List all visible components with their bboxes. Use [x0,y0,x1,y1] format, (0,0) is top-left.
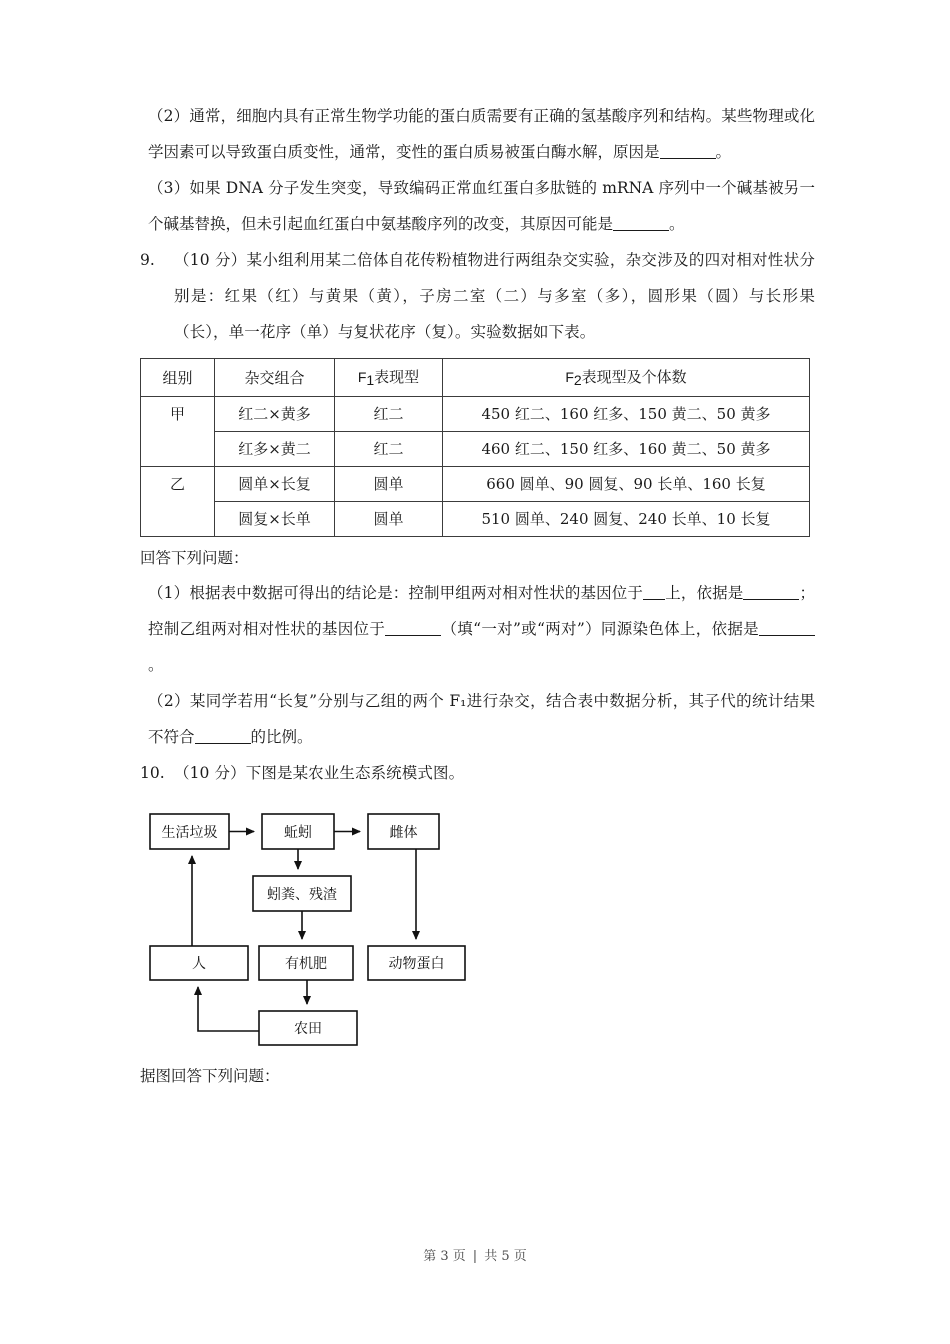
group-name-jia: 甲 [141,397,215,467]
f1-phenotype: 圆单 [335,467,443,502]
node-female-body-label: 雌体 [389,825,418,841]
question10 [140,755,815,791]
table-header-row [141,359,810,397]
f2-phenotype-counts: 660 圆单、90 圆复、90 长单、160 长复 [443,467,810,502]
question10-stem: 下图是某农业生态系统模式图。 [245,764,465,782]
answer-blank[interactable] [660,158,716,159]
question9-part1-seg5: 。 [148,656,164,674]
question10-body [174,755,815,791]
question9-part2 [140,683,815,755]
table-row [141,397,810,432]
f1-subscript: 1 [366,372,375,388]
question8-part3-text: 如果 DNA 分子发生突变，导致编码正常血红蛋白多肽链的 mRNA 序列中一个碱基被另一个碱基替换，但未引起血红蛋白中氨基酸序列的改变，其原因可能是 [148,179,815,233]
table-header-group: 组别 [141,359,215,397]
f1-phenotype: 红二 [335,432,443,467]
question9-part1-marker: （1） [148,584,190,602]
f2-phenotype-counts: 460 红二、150 红多、160 黄二、50 黄多 [443,432,810,467]
question8-part2-tail: 。 [715,143,732,161]
cross-combination: 红二×黄多 [215,397,335,432]
question8-part3-tail: 。 [669,215,685,233]
question8-part3 [140,170,815,242]
group-name-yi: 乙 [141,467,215,537]
question9-part2-seg2: 的比例。 [250,728,313,746]
page-footer [0,1245,950,1264]
edge-farmland-to-human [198,987,259,1031]
table-row [141,432,810,467]
cross-experiment-table [140,358,810,537]
cross-combination: 红多×黄二 [215,432,335,467]
question9-part1-seg2: 上，依据是 [665,584,744,602]
node-worm-dung-label: 蚓粪、残渣 [267,887,337,903]
table-header-f2-phenotype-counts [443,359,810,397]
question9 [140,242,815,350]
table-row [141,502,810,537]
question8-part2 [140,98,815,170]
node-earthworm-label: 蚯蚓 [284,825,312,841]
question9-part2-seg1: 某同学若用“长复”分别与乙组的两个 F₁进行杂交，结合表中数据分析，其子代的统计结果不符合 [148,692,815,746]
node-organic-fert-label: 有机肥 [285,956,327,972]
question9-stem: 某小组利用某二倍体自花传粉植物进行两组杂交实验，杂交涉及的四对相对性状分别是：红果（红）与黄果（黄），子房二室（二）与多室（多），圆形果（圆）与长形果（长），单一花序（单）与复状花序（复）。实验数据如下表。 [174,251,815,341]
answer-blank[interactable] [613,230,669,231]
answer-blank[interactable] [743,599,799,600]
f1-prefix: F [357,369,367,385]
answer-blank[interactable] [759,635,815,636]
question9-score: （10 分） [174,251,247,269]
page-content [140,98,815,1093]
f2-prefix: F [565,369,574,385]
f1-phenotype: 红二 [335,397,443,432]
table-header-cross: 杂交组合 [215,359,335,397]
answer-blank[interactable] [195,743,251,744]
question9-part1-seg1: 根据表中数据可得出的结论是：控制甲组两对相对性状的基因位于 [189,584,644,602]
f1-phenotype: 圆单 [335,502,443,537]
question9-part1-seg3: ；控制乙组两对相对性状的基因位于 [148,584,815,638]
question10-number: 10. [140,764,165,782]
node-human-label: 人 [192,956,206,972]
table-row [141,467,810,502]
footer-current-page: 第 3 页 [423,1249,466,1264]
question8-part3-marker: （3） [148,179,190,197]
cross-combination: 圆单×长复 [215,467,335,502]
question9-body [174,242,815,350]
table-header-f1-phenotype [335,359,443,397]
question9-number: 9. [140,251,155,269]
node-domestic-waste-label: 生活垃圾 [161,825,218,841]
cross-combination: 圆复×长单 [215,502,335,537]
node-farmland-label: 农田 [294,1021,322,1037]
question8-part2-marker: （2） [148,107,190,125]
f2-subscript: 2 [573,372,582,388]
agricultural-ecosystem-diagram [140,801,815,1051]
footer-separator: | [472,1249,478,1264]
node-animal-protein-label: 动物蛋白 [388,956,445,972]
f2-phenotype-counts: 450 红二、160 红多、150 黄二、50 黄多 [443,397,810,432]
question9-part1-seg4: （填“一对”或“两对”）同源染色体上，依据是 [441,620,759,638]
question9-part1 [140,575,815,683]
question10-score: （10 分） [174,764,246,782]
answer-blank[interactable] [643,599,665,600]
question8-part2-text: 通常，细胞内具有正常生物学功能的蛋白质需要有正确的氢基酸序列和结构。某些物理或化学因素可以导致蛋白质变性，通常，变性的蛋白质易被蛋白酶水解，原因是 [148,107,815,161]
f1-suffix: 表现型 [374,368,420,386]
question9-part2-marker: （2） [148,692,190,710]
f2-suffix: 表现型及个体数 [581,368,687,386]
f2-phenotype-counts: 510 圆单、240 圆复、240 长单、10 长复 [443,502,810,537]
footer-total-pages: 共 5 页 [484,1249,527,1264]
question10-answer-prompt: 据图回答下列问题： [140,1067,280,1085]
question9-answer-prompt: 回答下列问题： [140,549,249,567]
answer-blank[interactable] [385,635,441,636]
